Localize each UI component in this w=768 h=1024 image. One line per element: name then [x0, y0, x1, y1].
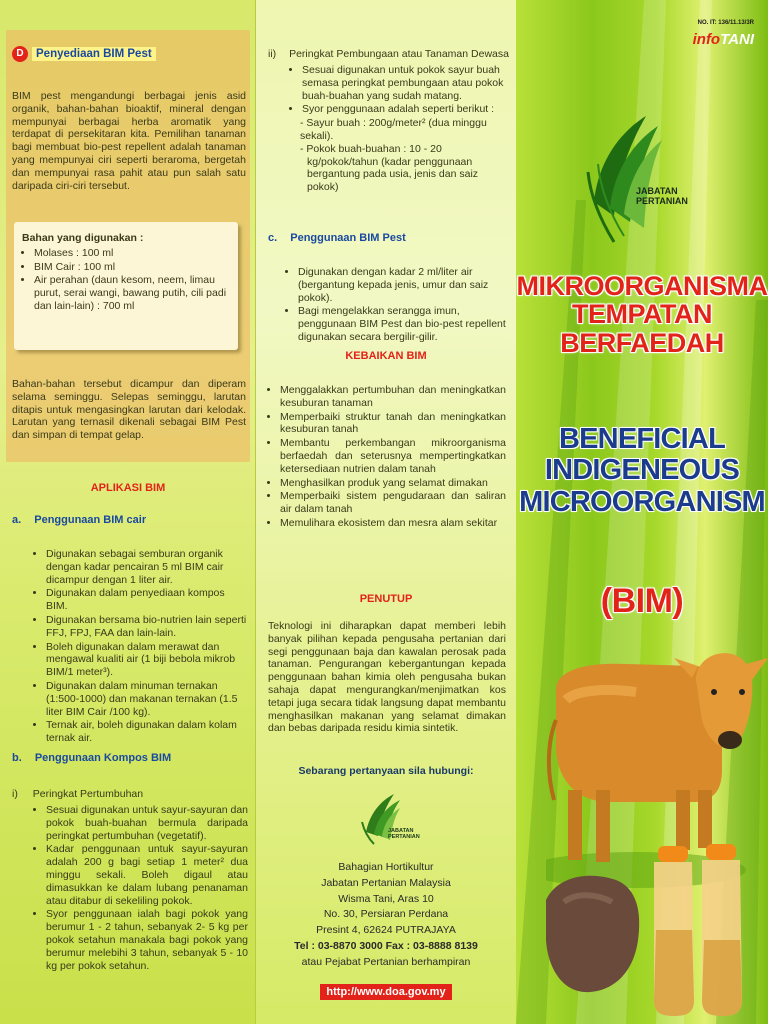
section-d-intro: BIM pest mengandungi berbagai jenis asid organik, bahan-bahan bioaktif, mineral dengan mempunyai berbagai herba aromatik yang terdapat di persekitaran kita. Pemilihan tanaman bagi membuat bio-pest repellent adalah tanaman yang mempunyai ciri seperti beraroma, bergetah dan mempunyai rasa pahit atau pun salah satu daripada ciri-ciri tersebut. [12, 90, 246, 192]
title-english-line: MICROORGANISM [519, 485, 765, 518]
list-item: • Memperbaiki sistem pengudaraan dan saliran air dalam tanah [280, 490, 506, 516]
address-line: No. 30, Persiaran Perdana [323, 908, 449, 921]
title-malay-line: BERFAEDAH [560, 327, 724, 358]
ingredient-item: • Air perahan (daun kesom, neem, limau purut, serai wangi, bawang putih, cili padi dan lain-lain) : 700 ml [34, 274, 230, 312]
list-item: • Digunakan bersama bio-nutrien lain seperti FFJ, FPJ, FAA dan lain-lain. [46, 614, 248, 640]
list-item: • Bagi mengelakkan serangga imun, penggunaan BIM Pest dan bio-pest repellent digunakan secara bergilir-gilir. [298, 305, 506, 343]
list-item: • Digunakan dalam penyediaan kompos BIM. [46, 587, 248, 613]
sub-b-i-title: Peringkat Pertumbuhan [32, 788, 144, 800]
c-letter: c. [268, 232, 278, 244]
list-item: • Menghasilkan produk yang selamat dimakan [280, 477, 506, 490]
ii-title: Peringkat Pembungaan atau Tanaman Dewasa [289, 48, 509, 60]
title-english-line: BENEFICIAL [558, 423, 725, 455]
website-link[interactable]: http://www.doa.gov.my [320, 984, 451, 1000]
list-item: • Digunakan dalam minuman ternakan (1:500-1000) dan makanan ternakan (1.5 liter BIM Cair /100 kg). [46, 680, 248, 718]
title-malay-line: MIKROORGANISMA [516, 271, 768, 301]
sub-b-title: Penggunaan Kompos BIM [34, 752, 172, 764]
list-item: • Boleh digunakan dalam merawat dan mengawal kualiti air (1 biji bebola mikrob BIM/1 meter³). [46, 641, 248, 679]
cow-and-bottles-illustration-icon [546, 640, 768, 1024]
list-item: • Syor penggunaan ialah bagi pokok yang berumur 1 - 2 tahun, sebanyak 2- 5 kg per pokok setahun manakala bagi pokok yang berumur melebihi 3 tahun, sebanyak 5 - 10 kg per pokok setahun. [46, 908, 248, 972]
kebaikan-heading: KEBAIKAN BIM [345, 350, 427, 362]
panel-middle [256, 0, 516, 1024]
jabatan-pertanian-logo [584, 112, 704, 252]
sub-item: - Pokok buah-buahan : 10 - 20 kg/pokok/tahun (kadar penggunaan bergantung pada usia, jenis dan saiz pokok) [300, 142, 479, 194]
jabatan-pertanian-logo-small [360, 792, 420, 848]
logo-small-text: JABATAN PERTANIAN [388, 828, 420, 841]
logo-text: JABATAN PERTANIAN [636, 186, 688, 207]
address-line: Jabatan Pertanian Malaysia [321, 876, 451, 889]
list-item: • Sesuai digunakan untuk sayur-sayuran dan pokok buah-buahan bermula daripada peringkat pertumbuhan (vegetatif). [46, 804, 248, 842]
method-text: Bahan-bahan tersebut dicampur dan diperam selama seminggu. Selepas seminggu, larutan ditapis untuk mengasingkan larutan dari kelodak. Larutan yang ternasil dikenali sebagai BIM Pest dan simpan di tempat gelap. [12, 378, 246, 442]
ingredients-title: Bahan yang digunakan : [22, 232, 144, 244]
list-item: • Memperbaiki struktur tanah dan meningkatkan kesuburan tanah [280, 411, 506, 437]
list-item: • Kadar penggunaan untuk sayur-sayuran adalah 200 g bagi setiap 1 meter² dua minggu sekali. Boleh digaul atau dimasukkan ke dalam lubang penanaman atau ditabur di sekeliling pokok. [46, 843, 248, 907]
ii-list [290, 64, 504, 194]
penutup-heading: PENUTUP [359, 593, 413, 605]
sub-a-list [34, 548, 248, 746]
address-line: Bahagian Hortikultur [338, 861, 434, 873]
address-line: atau Pejabat Pertanian berhampiran [301, 955, 471, 968]
address-phone: Tel : 03-8870 3000 Fax : 03-8888 8139 [294, 939, 478, 952]
sub-b-i-label: i) [12, 788, 18, 800]
kebaikan-list [268, 384, 506, 531]
sub-item: - Sayur buah : 200g/meter² (dua minggu sekali). [300, 117, 487, 142]
panel-right [516, 0, 768, 1024]
ingredient-item: • BIM Cair : 100 ml [34, 261, 230, 274]
ingredients-box [14, 222, 238, 350]
sub-b-heading [12, 752, 171, 764]
sub-b-list [34, 804, 248, 973]
c-heading [268, 232, 406, 244]
address-block [256, 860, 516, 970]
section-d-header [12, 46, 156, 62]
ii-sublist [290, 117, 504, 194]
list-item: • Syor penggunaan adalah seperti berikut : [302, 103, 504, 116]
list-item: • Digunakan sebagai semburan organik dengan kadar pencairan 5 ml BIM cair dicampur dengan 1 liter air. [46, 548, 248, 586]
list-item: • Ternak air, boleh digunakan dalam kolam ternak air. [46, 719, 248, 745]
ii-heading [268, 48, 509, 61]
ii-label: ii) [268, 48, 277, 60]
ingredient-item: • Molases : 100 ml [34, 247, 230, 260]
jabatan-pertanian-leaves-icon [584, 112, 704, 252]
address-line: Wisma Tani, Aras 10 [338, 892, 434, 905]
sub-a-title: Penggunaan BIM cair [34, 514, 147, 526]
website-wrap [256, 982, 516, 1000]
title-malay-line: TEMPATAN [572, 299, 712, 330]
section-d-badge: D [12, 46, 28, 62]
contact-heading: Sebarang pertanyaan sila hubungi: [298, 765, 474, 777]
address-line: Presint 4, 62624 PUTRAJAYA [316, 924, 456, 936]
document-number: NO. IT: 136/11.13/3R [697, 20, 754, 26]
infotani-logo: infoTANI [692, 31, 754, 48]
section-d-title: Penyediaan BIM Pest [32, 47, 156, 61]
title-abbr: (BIM) [600, 582, 684, 620]
title-malay [516, 272, 768, 357]
title-english [516, 424, 768, 518]
penutup-text: Teknologi ini diharapkan dapat memberi lebih banyak pilihan kepada pengusaha pertanian dari segi penggunaan baja dan kawalan perosak pada tanaman. Pengurangan kebergantungan kepada penggunaan bahan kimia oleh pengusaha bukan sahaja dapat mengurangkan/menjimatkan kos tetapi juga secara tidak langsung dapat membantu menghasilkan makanan yang selamat dimakan dan bebas daripada residu kimia sintetik. [268, 620, 506, 735]
c-title: Penggunaan BIM Pest [290, 232, 406, 244]
list-item: • Memulihara ekosistem dan mesra alam sekitar [280, 517, 506, 530]
panel-left [0, 0, 256, 1024]
sub-a-letter: a. [12, 514, 22, 526]
c-list [286, 266, 506, 345]
sub-b-letter: b. [12, 752, 22, 764]
sub-a-heading [12, 514, 146, 526]
sub-b-i-heading [12, 788, 143, 801]
list-item: • Menggalakkan pertumbuhan dan meningkatkan kesuburan tanaman [280, 384, 506, 410]
list-item: • Sesuai digunakan untuk pokok sayur buah semasa peringkat pembungaan atau pokok buah-buahan yang sudah matang. [302, 64, 504, 102]
aplikasi-heading: APLIKASI BIM [90, 482, 166, 494]
list-item: • Digunakan dengan kadar 2 ml/liter air (bergantung kepada jenis, umur dan saiz pokok). [298, 266, 506, 304]
list-item: • Membantu perkembangan mikroorganisma berfaedah dan seterusnya mempertingkatkan ketersediaan nutrien dalam tanah [280, 437, 506, 475]
title-english-line: INDIGENEOUS [544, 454, 740, 487]
